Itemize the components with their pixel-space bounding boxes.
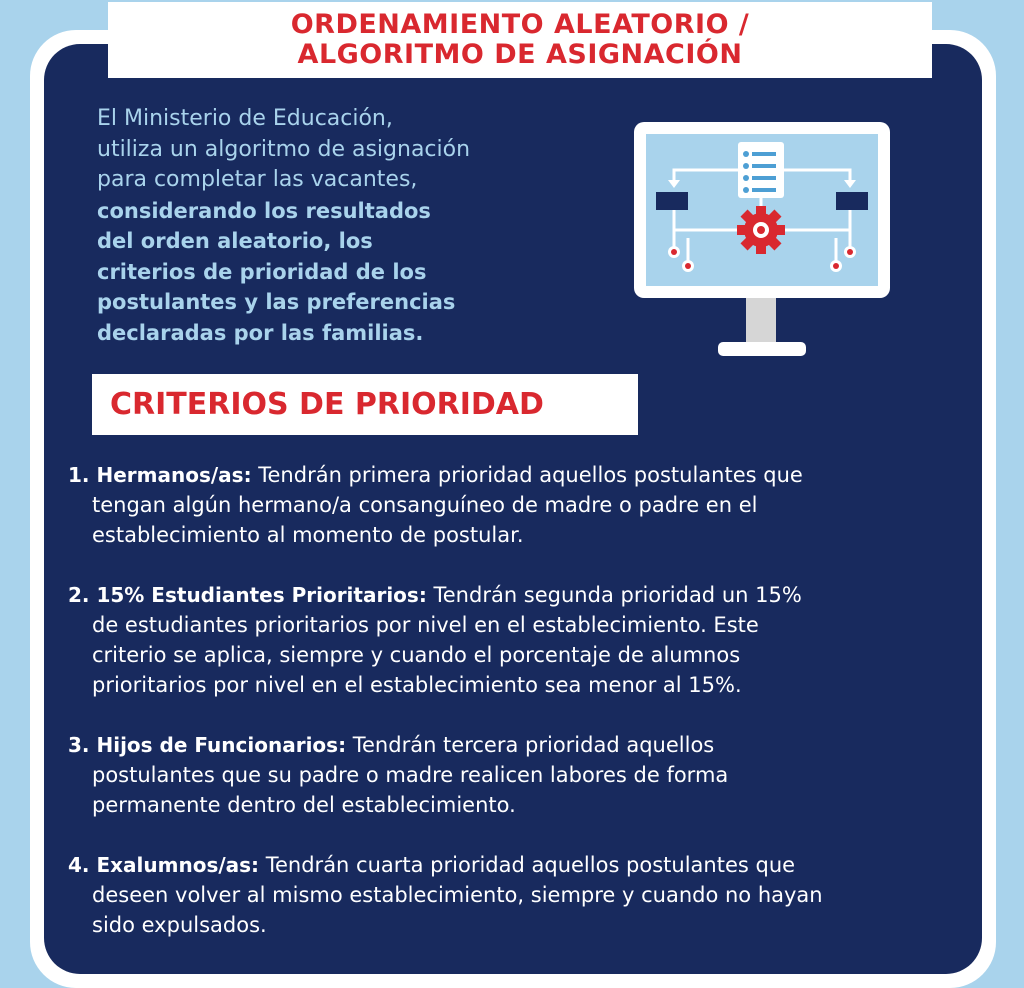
criterion-line: deseen volver al mismo establecimiento, siempre y cuando no hayan — [92, 883, 823, 907]
criterion-label: 1. Hermanos/as: — [68, 463, 252, 487]
criterion-label: 3. Hijos de Funcionarios: — [68, 733, 347, 757]
criterion-line: de estudiantes prioritarios por nivel en el establecimiento. Este — [92, 613, 759, 637]
criterion-first-line — [68, 460, 968, 490]
criterion-line: criterio se aplica, siempre y cuando el porcentaje de alumnos — [92, 643, 741, 667]
intro-line: para completar las vacantes, — [97, 167, 418, 192]
criterion-item — [68, 580, 968, 700]
header-banner — [108, 2, 932, 78]
criterion-item — [68, 730, 968, 820]
criterion-line: sido expulsados. — [92, 913, 267, 937]
criterion-line: permanente dentro del establecimiento. — [92, 793, 516, 817]
criterion-label: 2. 15% Estudiantes Prioritarios: — [68, 583, 427, 607]
criterion-text: Tendrán segunda prioridad un 15% — [426, 583, 802, 607]
criterion-text: Tendrán cuarta prioridad aquellos postulantes que — [259, 853, 796, 877]
criterion-item — [68, 850, 968, 940]
computer-monitor-algorithm-icon — [632, 120, 892, 360]
intro-line: utiliza un algoritmo de asignación — [97, 136, 471, 162]
criterion-first-line — [68, 580, 968, 610]
criterion-first-line — [68, 850, 968, 880]
criterion-line: postulantes que su padre o madre realicen labores de forma — [92, 763, 729, 787]
criterion-line: prioritarios por nivel en el establecimiento sea menor al 15%. — [92, 673, 742, 697]
criterion-text: Tendrán primera prioridad aquellos postulantes que — [251, 463, 803, 487]
intro-bold-line: criterios de prioridad de los — [97, 259, 427, 284]
intro-bold-line: considerando los resultados — [97, 198, 431, 223]
intro-bold-line: declaradas por las familias. — [97, 320, 424, 345]
criterion-first-line — [68, 730, 968, 760]
criterion-text: Tendrán tercera prioridad aquellos — [346, 733, 715, 757]
header-title-line-1: ORDENAMIENTO ALEATORIO / — [290, 9, 750, 40]
intro-bold-line: postulantes y las preferencias — [97, 290, 456, 314]
intro-bold-line: del orden aleatorio, los — [97, 229, 373, 253]
header-title-line-2: ALGORITMO DE ASIGNACIÓN — [297, 39, 743, 70]
intro-line: El Ministerio de Educación, — [97, 106, 393, 131]
criterion-label: 4. Exalumnos/as: — [68, 853, 260, 877]
intro-paragraph — [97, 104, 617, 348]
criterion-line: establecimiento al momento de postular. — [92, 523, 524, 547]
criteria-title: CRITERIOS DE PRIORIDAD — [110, 387, 544, 422]
criteria-heading-box — [92, 374, 638, 435]
criterion-line: tengan algún hermano/a consanguíneo de madre o padre en el — [92, 493, 758, 517]
criterion-item — [68, 460, 968, 550]
